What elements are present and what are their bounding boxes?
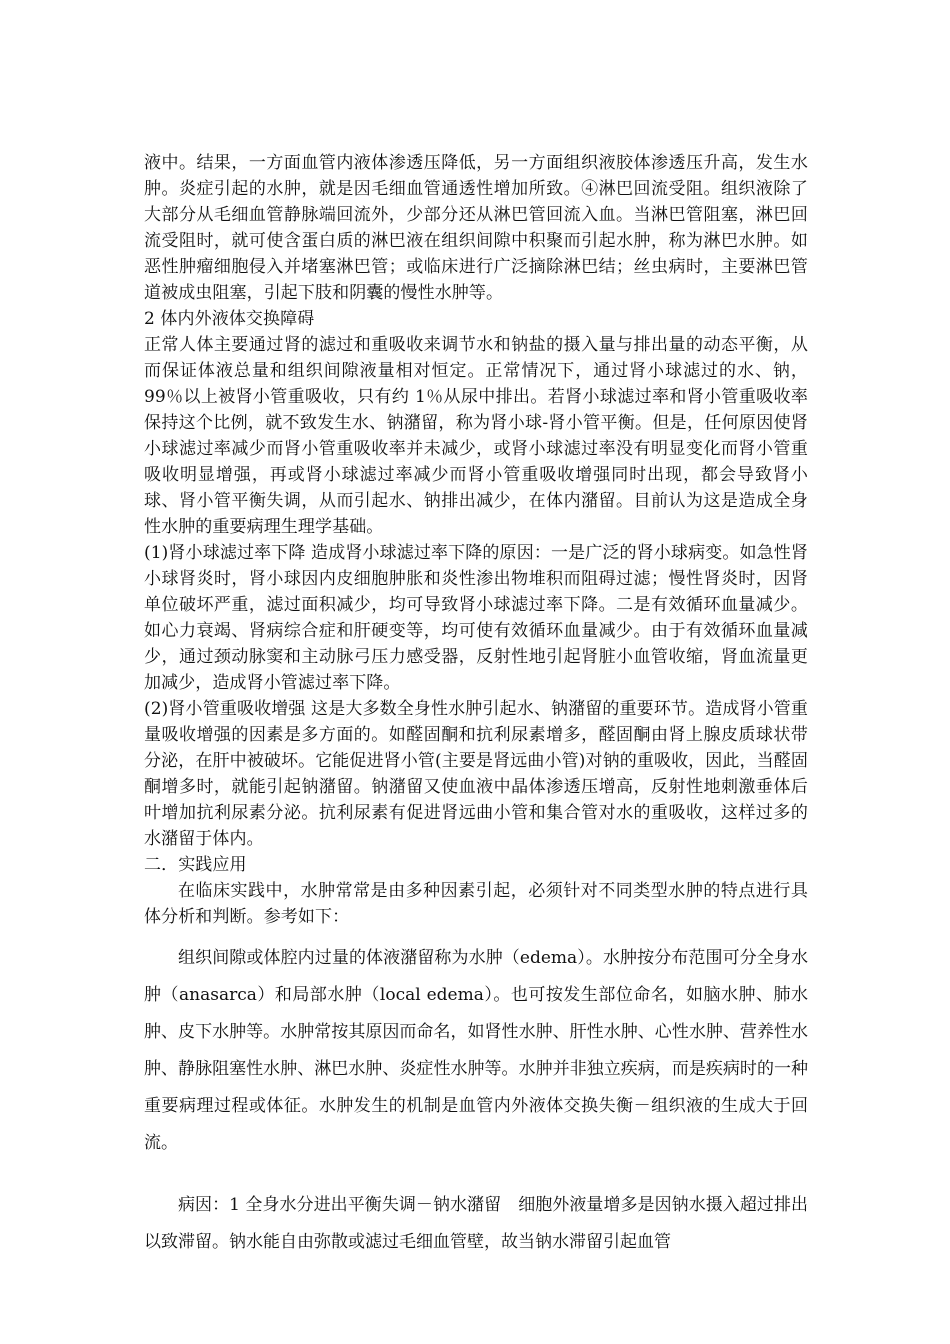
paragraph-renal-balance: 正常人体主要通过肾的滤过和重吸收来调节水和钠盐的摄入量与排出量的动态平衡，从而保证体液总量和组织间隙液量相对恒定。正常情况下，通过肾小球滤过的水、钠，99％以上被肾小管重吸收，只有约 1％从尿中排出。若肾小球滤过率和肾小管重吸收率保持这个比例，就不致发生水、钠潴留，称为肾小球-肾小管平衡。但是，任何原因使肾小球滤过率减少而肾小管重吸收率并未减少，或肾小球滤过率没有明显变化而肾小管重吸收明显增强，再或肾小球滤过率减少而肾小管重吸收增强同时出现，都会导致肾小球、肾小管平衡失调，从而引起水、钠排出减少，在体内潴留。目前认为这是造成全身性水肿的重要病理生理学基础。 [144, 335, 808, 537]
spaced-text-block [144, 940, 808, 1261]
paragraph-lymph-obstruction: 液中。结果，一方面血管内液体渗透压降低，另一方面组织液胶体渗透压升高，发生水肿。炎症引起的水肿，就是因毛细血管通透性增加所致。④淋巴回流受阻。组织液除了大部分从毛细血管静脉端回流外，少部分还从淋巴管回流入血。当淋巴管阻塞，淋巴回流受阻时，就可使含蛋白质的淋巴液在组织间隙中积聚而引起水肿，称为淋巴水肿。如恶性肿瘤细胞侵入并堵塞淋巴管；或临床进行广泛摘除淋巴结；丝虫病时，主要淋巴管道被成虫阻塞，引起下肢和阴囊的慢性水肿等。 [144, 153, 808, 303]
paragraph-gfr-decrease: (1)肾小球滤过率下降 造成肾小球滤过率下降的原因：一是广泛的肾小球病变。如急性肾小球肾炎时，肾小球因内皮细胞肿胀和炎性渗出物堆积而阻碍过滤；慢性肾炎时，因肾单位破坏严重，滤过面积减少，均可导致肾小球滤过率下降。二是有效循环血量减少。如心力衰竭、肾病综合症和肝硬变等，均可使有效循环血量减少。由于有效循环血量减少，通过颈动脉窦和主动脉弓压力感受器，反射性地引起肾脏小血管收缩，肾血流量更加减少，造成肾小管滤过率下降。 [144, 543, 808, 693]
paragraph-clinical-practice: 在临床实践中，水肿常常是由多种因素引起，必须针对不同类型水肿的特点进行具体分析和判断。参考如下： [144, 881, 808, 927]
section-heading-practice: 二．实践应用 [144, 855, 247, 875]
dense-text-block [144, 150, 808, 930]
section-heading-fluid-exchange: 2 体内外液体交换障碍 [144, 309, 315, 329]
paragraph-tubular-reabsorption: (2)肾小管重吸收增强 这是大多数全身性水肿引起水、钠潴留的重要环节。造成肾小管重量吸收增强的因素是多方面的。如醛固酮和抗利尿素增多，醛固酮由肾上腺皮质球状带分泌，在肝中被破坏。它能促进肾小管(主要是肾远曲小管)对钠的重吸收，因此，当醛固酮增多时，就能引起钠潴留。钠潴留又使血液中晶体渗透压增高，反射性地刺激垂体后叶增加抗利尿素分泌。抗利尿素有促进肾远曲小管和集合管对水的重吸收，这样过多的水潴留于体内。 [144, 699, 808, 849]
paragraph-edema-definition: 组织间隙或体腔内过量的体液潴留称为水肿（edema）。水肿按分布范围可分全身水肿（anasarca）和局部水肿（local edema）。也可按发生部位命名，如脑水肿、肺水肿、皮下水肿等。水肿常按其原因而命名，如肾性水肿、肝性水肿、心性水肿、营养性水肿、静脉阻塞性水肿、淋巴水肿、炎症性水肿等。水肿并非独立疾病，而是疾病时的一种重要病理过程或体征。水肿发生的机制是血管内外液体交换失衡－组织液的生成大于回流。 [144, 948, 808, 1153]
paragraph-etiology: 病因：1 全身水分进出平衡失调－钠水潴留 细胞外液量增多是因钠水摄入超过排出以致滞留。钠水能自由弥散或滤过毛细血管壁，故当钠水滞留引起血管 [144, 1195, 808, 1252]
document-page [144, 150, 808, 1261]
